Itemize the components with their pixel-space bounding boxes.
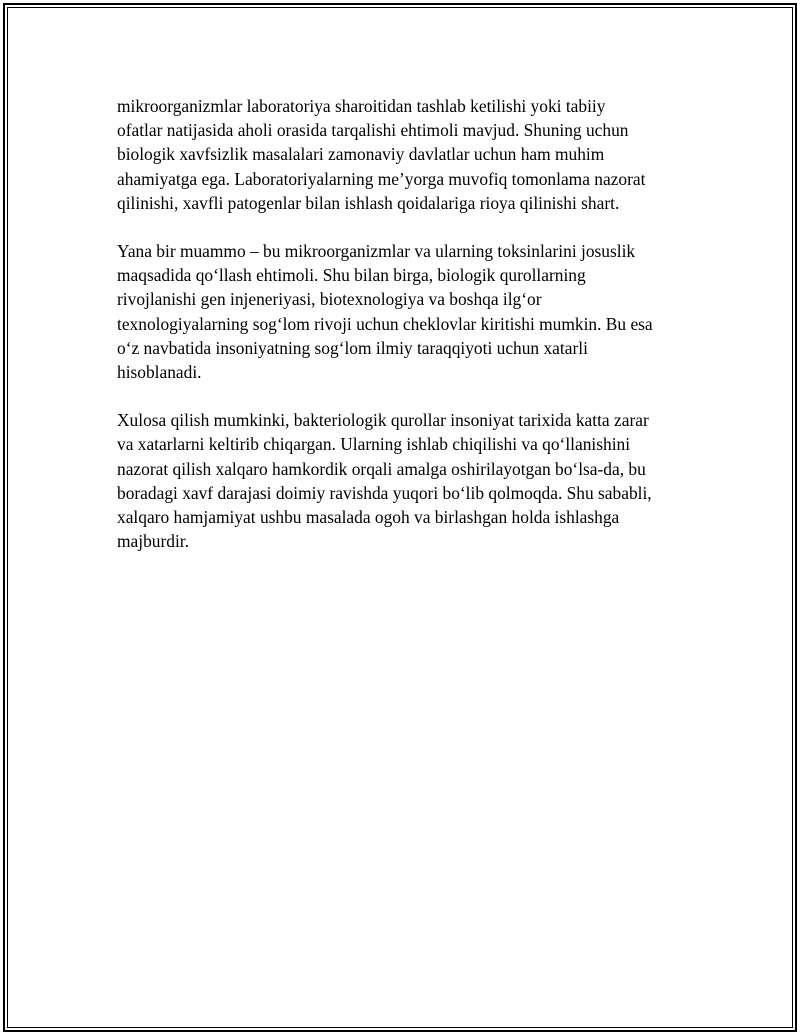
paragraph-biosafety: mikroorganizmlar laboratoriya sharoitidan tashlab ketilishi yoki tabiiy ofatlar natijasida aholi orasida tarqalishi ehtimoli mavjud. Shuning uchun biologik xavfsizlik masalalari zamonaviy davlatlar uchun ham muhim ahamiyatga ega. Laboratoriyalarning me’yorga muvofiq tomonlama nazorat qilinishi, xavfli patogenlar bilan ishlash qoidalariga rioya qilinishi shart.	[117, 96, 646, 213]
paragraph-conclusion: Xulosa qilish mumkinki, bakteriologik qurollar insoniyat tarixida katta zarar va xatarlarni keltirib chiqargan. Ularning ishlab chiqilishi va qo‘llanishini nazorat qilish xalqaro hamkordik orqali amalga oshirilayotgan bo‘lsa-da, bu boradagi xavf darajasi doimiy ravishda yuqori bo‘lib qolmoqda. Shu sababli, xalqaro hamjamiyat ushbu masalada ogoh va birlashgan holda ishlashga majburdir.	[117, 410, 652, 552]
paragraph-espionage-risk: Yana bir muammo – bu mikroorganizmlar va ularning toksinlarini josuslik maqsadida qo‘llash ehtimoli. Shu bilan birga, biologik qurollarning rivojlanishi gen injeneriyasi, biotexnologiya va boshqa ilg‘or texnologiyalarning sog‘lom rivoji uchun cheklovlar kiritishi mumkin. Bu esa o‘z navbatida insoniyatning sog‘lom ilmiy taraqqiyoti uchun xatarli hisoblanadi.	[117, 241, 653, 383]
document-body	[117, 94, 702, 577]
